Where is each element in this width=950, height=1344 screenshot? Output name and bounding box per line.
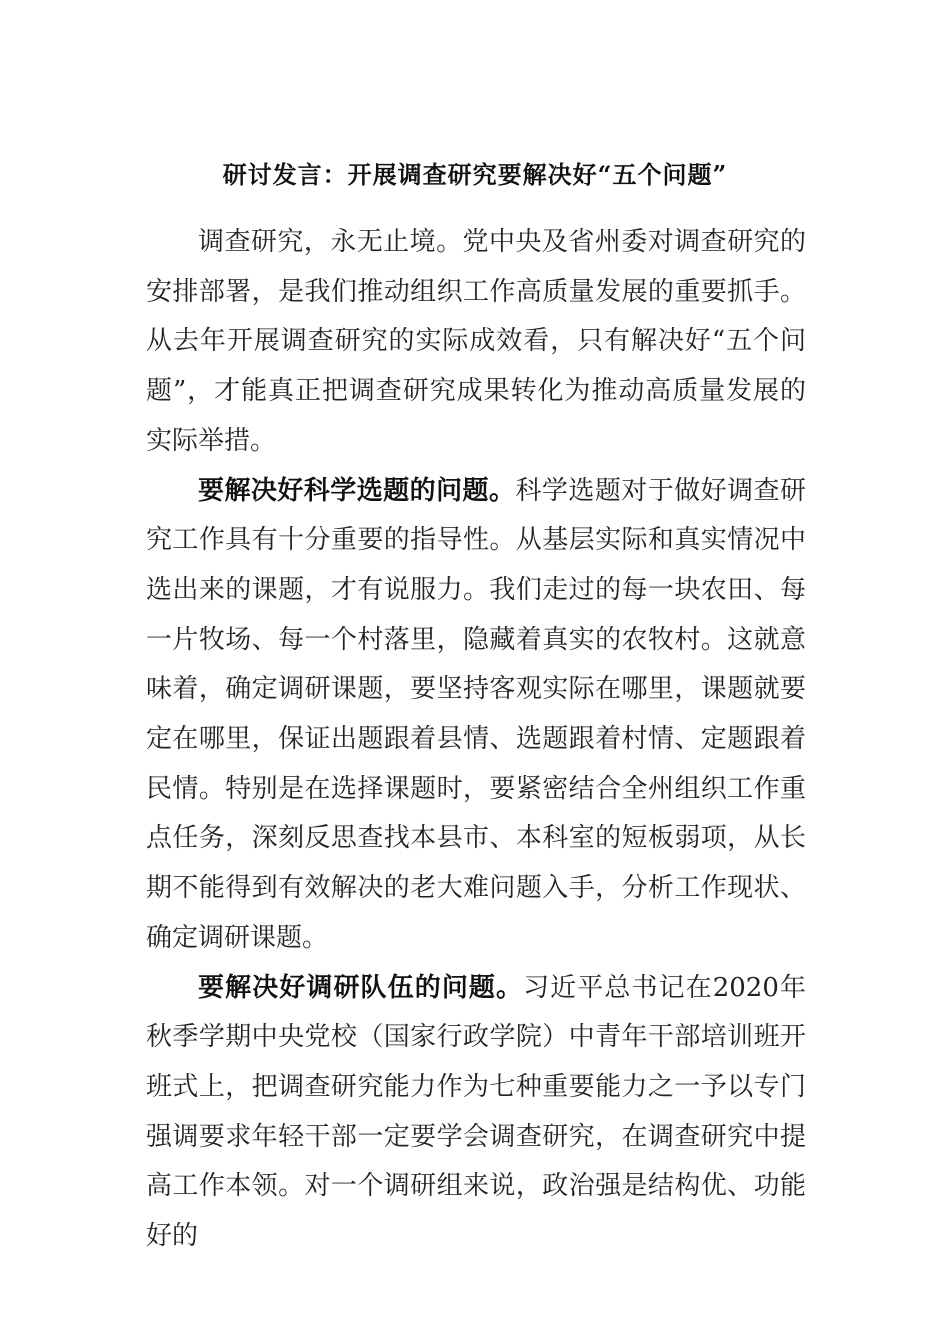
paragraph-intro xyxy=(146,218,806,467)
paragraph-lead: 要解决好科学选题的问题。 xyxy=(198,475,516,506)
paragraph-text: 调查研究，永无止境。党中央及省州委对调查研究的安排部署，是我们推动组织工作高质量发展的重要抓手。从去年开展调查研究的实际成效看，只有解决好“五个问题”，才能真正把调查研究成果转化为推动高质量发展的实际举措。 xyxy=(146,227,806,456)
paragraph-research-team xyxy=(146,964,806,1262)
document-title: 研讨发言：开展调查研究要解决好“五个问题” xyxy=(222,160,728,189)
paragraph-lead: 要解决好调研队伍的问题。 xyxy=(198,972,524,1003)
document-body xyxy=(146,218,806,1262)
paragraph-topic-selection xyxy=(146,467,806,964)
paragraph-text: 科学选题对于做好调查研究工作具有十分重要的指导性。从基层实际和真实情况中选出来的课题，才有说服力。我们走过的每一块农田、每一片牧场、每一个村落里，隐藏着真实的农牧村。这就意味着，确定调研课题，要坚持客观实际在哪里，课题就要定在哪里，保证出题跟着县情、选题跟着村情、定题跟着民情。特别是在选择课题时，要紧密结合全州组织工作重点任务，深刻反思查找本县市、本科室的短板弱项，从长期不能得到有效解决的老大难问题入手，分析工作现状、确定调研课题。 xyxy=(146,475,806,953)
paragraph-text: 习近平总书记在2020年秋季学期中央党校（国家行政学院）中青年干部培训班开班式上，把调查研究能力作为七种重要能力之一予以专门强调要求年轻干部一定要学会调查研究，在调查研究中提高工作本领。对一个调研组来说，政治强是结构优、功能好的 xyxy=(146,972,806,1252)
